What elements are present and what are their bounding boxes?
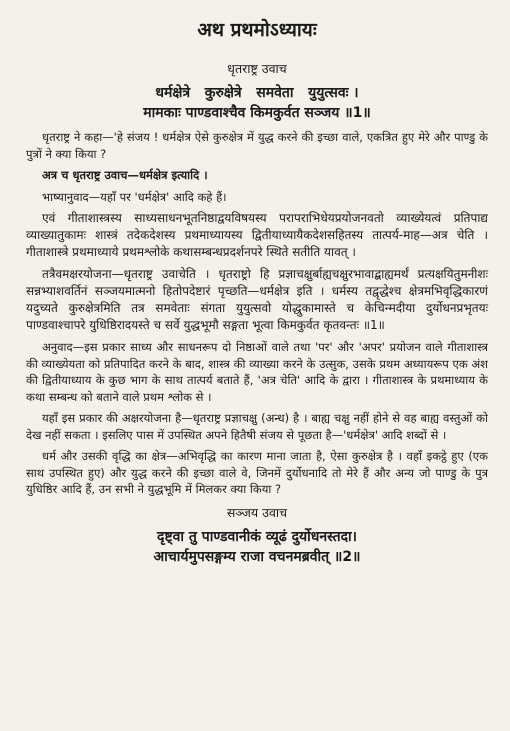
verse-1 [26,83,488,123]
sanskrit-commentary-2: तत्रैवमक्षरयोजना—धृतराष्ट्र उवाचेति । धृतराष्ट्रो हि प्रज्ञाचक्षुर्बाह्यचक्षुरभावाद्बाह्यमर्थं प्रत्यक्षयितुमनीशः सन्नभ्याशवर्तिनं सञ्जयमात्मनो हितोपदेष्टारं पृच्छति—धर्मक्षेत्र इति । धर्मस्य तद्वृद्धेश्च क्षेत्रमभिवृद्धिकारणं यदुच्यते कुरुक्षेत्रमिति तत्र समवेताः संगता युयुत्सवो योद्धुकामास्ते च केचिन्मदीया दुर्योधनप्रभृतयः पाण्डवाश्चापरे युधिष्ठिरादयस्ते च सर्वे युद्धभूमौ सङ्गता भूत्वा किमकुर्वत कृतवन्तः ॥1॥ [26,267,488,332]
hindi-translation-verse-1: धृतराष्ट्र ने कहा—'हे संजय ! धर्मक्षेत्र ऐसे कुरुक्षेत्र में युद्ध करने की इच्छा वाले, एकत्रित हुए मेरे और पाण्डु के पुत्रों ने क्या किया ? [26,130,488,161]
sanskrit-commentary-1: एवं गीताशास्त्रस्य साध्यसाधनभूतनिष्ठाद्वयविषयस्य परापराभिधेयप्रयोजनवतो व्याख्येयत्वं प्रतिपाद्य व्याख्यातुकामः शास्त्रं तदेकदेशस्य प्रथमाध्यायस्य द्वितीयाध्यायैकदेशसहितस्य तात्पर्य-माह—अत्र चेति । गीताशास्त्रे प्रथमाध्याये प्रथमश्लोके कथासम्बन्धप्रदर्शनपरे स्थिते सतीति यावत् । [26,211,488,259]
hindi-anuvad-1: अनुवाद—इस प्रकार साध्य और साधनरूप दो निष्ठाओं वाले तथा 'पर' और 'अपर' प्रयोजन वाले गीताशास्त्र की व्याख्येयता को प्रतिपादित करने के बाद, शास्त्र की व्याख्या करने के उत्सुक, उसके प्रथम अध्यायरूप एक अंश की द्वितीयाध्याय के कुछ भाग के साथ तात्पर्य बताते हैं, 'अत्र चेति' आदि के द्वारा । गीताशास्त्र के प्रथमाध्याय के कथा सम्बन्ध को बताने वाले प्रथम श्लोक से । [26,340,488,404]
verse-1-line-2: मामकाः पाण्डवाश्चैव किमकुर्वत सञ्जय ॥1॥ [143,105,371,121]
speaker-dhritarashtra: धृतराष्ट्र उवाच [227,61,287,76]
hindi-anuvad-3: धर्म और उसकी वृद्धि का क्षेत्र—अभिवृद्धि का कारण माना जाता है, ऐसा कुरुक्षेत्र है । वहाँ इकट्ठे हुए (एक साथ उपस्थित हुए) और युद्ध करने की इच्छा वाले वे, जिनमें दुर्योधनादि तो मेरे हैं और अन्य जो पाण्डु के पुत्र युधिष्ठिर आदि हैं, उन सभी ने युद्धभूमि में मिलकर क्या किया ? [26,449,488,496]
verse-2-line-2: आचार्यमुपसङ्गम्य राजा वचनमब्रवीत् ॥2॥ [153,548,361,565]
speaker-sanjaya: सञ्जय उवाच [226,504,288,520]
bhashya-anuvad: भाष्यानुवाद—यहाँ पर 'धर्मक्षेत्र' आदि कहे हैं। [42,189,227,204]
atra-line: अत्र च धृतराष्ट्र उवाच—धर्मक्षेत्र इत्यादि । [42,168,208,182]
verse-1-line-1: धर्मक्षेत्रे कुरुक्षेत्रे समवेता युयुत्सवः । [155,85,359,101]
verse-2 [26,527,488,567]
chapter-title: अथ प्रथमोऽध्यायः [197,19,317,41]
verse-2-line-1: दृष्ट्वा तु पाण्डवानीकं व्यूढं दुर्योधनस्तदा। [157,528,357,545]
hindi-anuvad-2: यहाँ इस प्रकार की अक्षरयोजना है—धृतराष्ट्र प्रज्ञाचक्षु (अन्ध) है । बाह्य चक्षु नहीं होने से वह बाह्य वस्तुओं को देख नहीं सकता । इसलिए पास में उपस्थित अपने हितैषी संजय से पूछता है—'धर्मक्षेत्र' आदि शब्दों से । [26,411,488,442]
